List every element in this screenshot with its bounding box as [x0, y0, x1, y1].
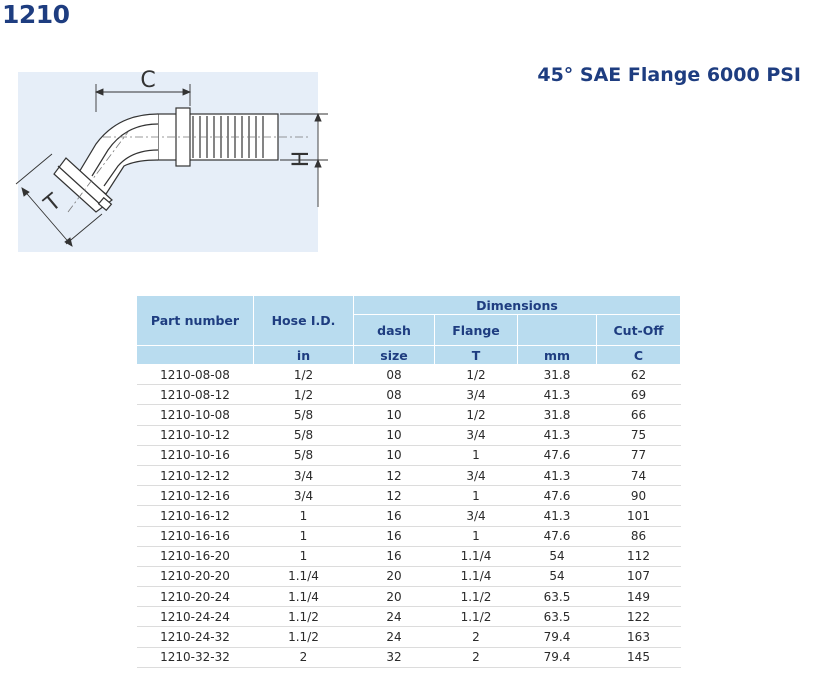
fitting-drawing: [8, 62, 338, 257]
table-cell: 149: [597, 587, 681, 607]
table-cell: 1/2: [254, 385, 354, 405]
table-cell: 101: [597, 506, 681, 526]
table-cell: 24: [354, 607, 435, 627]
table-cell: 107: [597, 566, 681, 586]
table-row: [137, 526, 681, 546]
table-cell: 10: [354, 425, 435, 445]
table-cell: 1: [435, 445, 518, 465]
table-cell: 77: [597, 445, 681, 465]
table-row: [137, 425, 681, 445]
table-row: [137, 566, 681, 586]
table-cell: 24: [354, 627, 435, 647]
table-cell: 3/4: [435, 425, 518, 445]
dim-t-ext-top: [16, 154, 52, 184]
table-cell: 1210-32-32: [137, 647, 254, 667]
table-cell: 16: [354, 526, 435, 546]
table-cell: 16: [354, 546, 435, 566]
unit-cell: size: [354, 346, 435, 365]
units-row: [137, 346, 681, 365]
table-cell: 79.4: [518, 647, 597, 667]
table-cell: 1210-12-12: [137, 465, 254, 485]
table-cell: 1: [254, 506, 354, 526]
table-cell: 1210-12-16: [137, 486, 254, 506]
table-cell: 3/4: [435, 506, 518, 526]
table-cell: 63.5: [518, 607, 597, 627]
col-header-flange: Flange: [435, 315, 518, 346]
specs-table: [136, 295, 681, 668]
table-cell: 1.1/4: [254, 587, 354, 607]
table-cell: 86: [597, 526, 681, 546]
table-cell: 41.3: [518, 465, 597, 485]
table-cell: 1.1/2: [435, 607, 518, 627]
table-cell: 74: [597, 465, 681, 485]
unit-cell: in: [254, 346, 354, 365]
table-cell: 79.4: [518, 627, 597, 647]
table-cell: 1210-08-12: [137, 385, 254, 405]
table-row: [137, 385, 681, 405]
product-code: 1210: [2, 0, 70, 29]
table-cell: 5/8: [254, 445, 354, 465]
fitting-diagram: [8, 62, 338, 257]
unit-cell: C: [597, 346, 681, 365]
table-cell: 32: [354, 647, 435, 667]
table-cell: 47.6: [518, 526, 597, 546]
unit-cell: mm: [518, 346, 597, 365]
table-cell: 1: [435, 486, 518, 506]
table-cell: 1210-24-32: [137, 627, 254, 647]
table-cell: 08: [354, 385, 435, 405]
table-row: [137, 365, 681, 385]
col-header-cutoff: Cut-Off: [597, 315, 681, 346]
table-cell: 1.1/4: [435, 566, 518, 586]
table-cell: 1210-24-24: [137, 607, 254, 627]
table-cell: 54: [518, 566, 597, 586]
product-title: 45° SAE Flange 6000 PSI: [537, 64, 801, 86]
table-cell: 12: [354, 465, 435, 485]
table-row: [137, 647, 681, 667]
table-cell: 41.3: [518, 385, 597, 405]
table-cell: 5/8: [254, 405, 354, 425]
table-cell: 1210-16-20: [137, 546, 254, 566]
col-header-part-number: Part number: [137, 296, 254, 346]
table-cell: 54: [518, 546, 597, 566]
table-row: [137, 587, 681, 607]
table-cell: 1: [254, 546, 354, 566]
unit-cell: T: [435, 346, 518, 365]
table-cell: 47.6: [518, 486, 597, 506]
table-row: [137, 486, 681, 506]
dim-label-h: H: [289, 150, 314, 168]
table-cell: 2: [435, 647, 518, 667]
table-cell: 47.6: [518, 445, 597, 465]
col-header-mm-blank: [518, 315, 597, 346]
table-cell: 163: [597, 627, 681, 647]
table-cell: 1210-16-16: [137, 526, 254, 546]
table-cell: 31.8: [518, 365, 597, 385]
table-cell: 3/4: [254, 465, 354, 485]
table-cell: 2: [254, 647, 354, 667]
table-cell: 1/2: [435, 405, 518, 425]
table-cell: 1210-16-12: [137, 506, 254, 526]
table-row: [137, 607, 681, 627]
table-cell: 1210-10-16: [137, 445, 254, 465]
table-cell: 2: [435, 627, 518, 647]
table-cell: 1210-08-08: [137, 365, 254, 385]
table-cell: 31.8: [518, 405, 597, 425]
table-cell: 1.1/2: [254, 607, 354, 627]
table-row: [137, 546, 681, 566]
table-cell: 41.3: [518, 506, 597, 526]
table-cell: 1.1/4: [254, 566, 354, 586]
table-cell: 08: [354, 365, 435, 385]
table-row: [137, 405, 681, 425]
table-cell: 3/4: [435, 465, 518, 485]
table-cell: 10: [354, 445, 435, 465]
table-row: [137, 627, 681, 647]
table-cell: 112: [597, 546, 681, 566]
table-cell: 1.1/2: [435, 587, 518, 607]
dim-label-t: T: [39, 189, 67, 218]
table-cell: 1.1/4: [435, 546, 518, 566]
table-cell: 1210-20-24: [137, 587, 254, 607]
table-cell: 69: [597, 385, 681, 405]
table-cell: 75: [597, 425, 681, 445]
table-cell: 63.5: [518, 587, 597, 607]
table-cell: 66: [597, 405, 681, 425]
table-cell: 1/2: [254, 365, 354, 385]
col-header-dash: dash: [354, 315, 435, 346]
col-header-dimensions: Dimensions: [354, 296, 681, 315]
table-cell: 20: [354, 587, 435, 607]
table-row: [137, 445, 681, 465]
table-row: [137, 506, 681, 526]
col-header-hose-id: Hose I.D.: [254, 296, 354, 346]
table-cell: 1/2: [435, 365, 518, 385]
table-cell: 10: [354, 405, 435, 425]
table-cell: 20: [354, 566, 435, 586]
table-cell: 5/8: [254, 425, 354, 445]
table-cell: 1.1/2: [254, 627, 354, 647]
table-cell: 16: [354, 506, 435, 526]
table-cell: 1: [254, 526, 354, 546]
table-cell: 145: [597, 647, 681, 667]
table-cell: 1210-10-12: [137, 425, 254, 445]
table-cell: 1210-20-20: [137, 566, 254, 586]
unit-cell: [137, 346, 254, 365]
table-row: [137, 465, 681, 485]
table-cell: 122: [597, 607, 681, 627]
table-cell: 41.3: [518, 425, 597, 445]
specs-table-body: [137, 365, 681, 668]
table-cell: 3/4: [254, 486, 354, 506]
table-cell: 1210-10-08: [137, 405, 254, 425]
table-cell: 3/4: [435, 385, 518, 405]
table-cell: 62: [597, 365, 681, 385]
table-cell: 12: [354, 486, 435, 506]
dim-t-ext-bottom: [66, 214, 102, 244]
table-cell: 90: [597, 486, 681, 506]
table-cell: 1: [435, 526, 518, 546]
dim-label-c: C: [140, 68, 156, 93]
